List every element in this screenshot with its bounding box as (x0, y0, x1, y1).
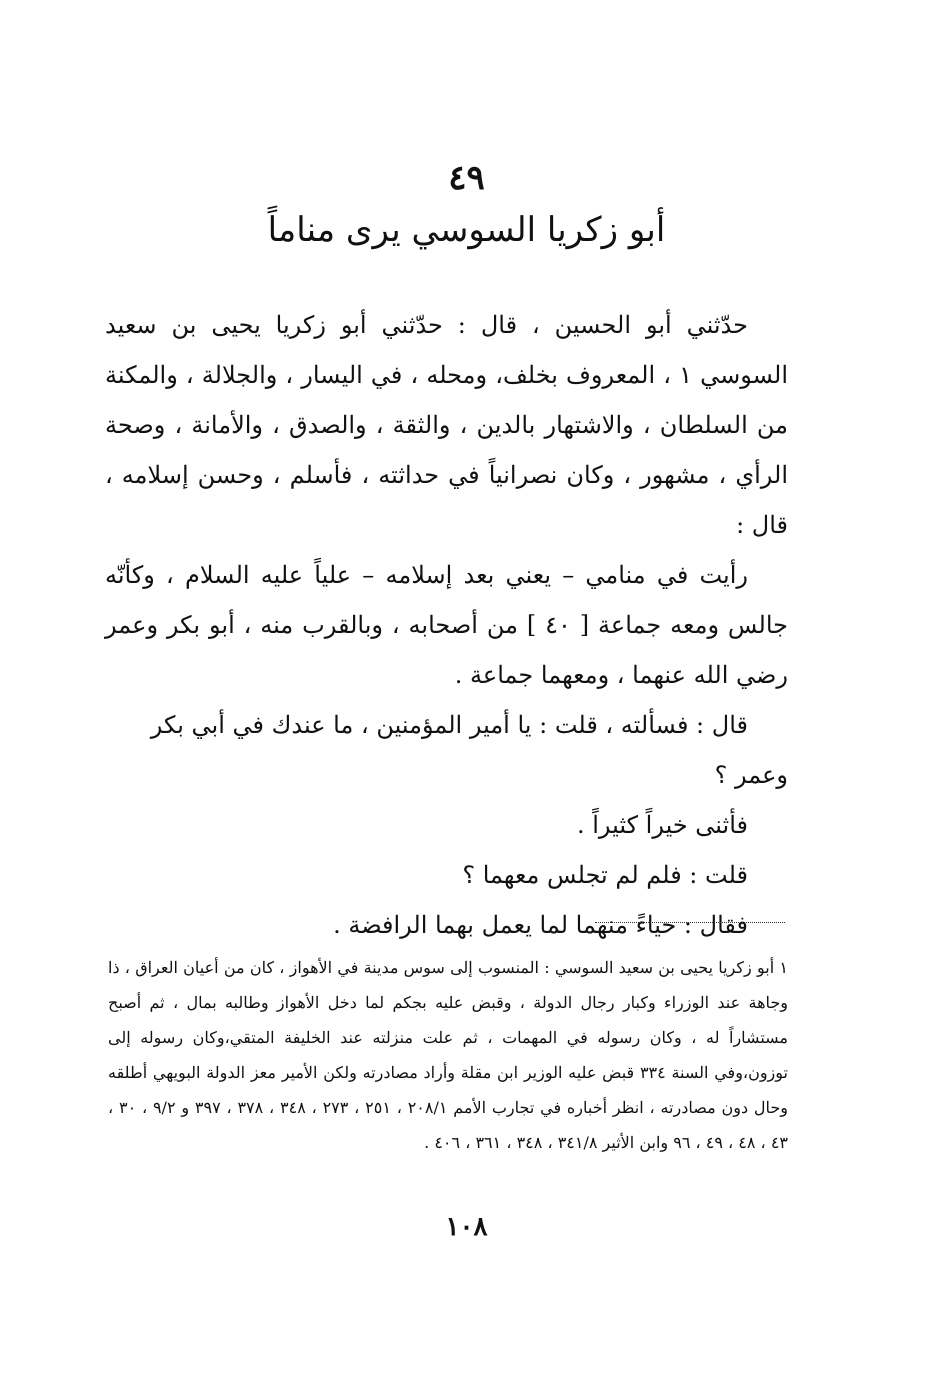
footnotes (108, 950, 788, 1160)
footnote-divider (595, 922, 785, 923)
chapter-title: أبو زكريا السوسي يرى مناماً (267, 210, 666, 250)
main-text (105, 300, 788, 950)
dialogue-line: فأثنى خيراً كثيراً . (576, 811, 748, 839)
footnote-1: ١ أبو زكريا يحيى بن سعيد السوسي : المنسوب إلى سوس مدينة في الأهواز ، كان من أعيان العراق ، ذا وجاهة عند الوزراء وكبار رجال الدولة ، وقبض عليه بجكم لما دخل الأهواز وطالبه بمال ، ثم أصبح مستشاراً له ، وكان رسوله في المهمات ، ثم علت منزلته عند الخليفة المتقي،وكان رسوله إلى توزون،وفي السنة ٣٣٤ قبض عليه الوزير ابن مقلة وأراد مصادرته ولكن الأمير معز الدولة البويهي أطلقه وحال دون مصادرته ، انظر أخباره في تجارب الأمم ٢٠٨/١ ، ٢٥١ ، ٢٧٣ ، ٣٤٨ ، ٣٧٨ ، ٣٩٧ و ٩/٢ ، ٣٠ ، ٤٣ ، ٤٨ ، ٤٩ ، ٩٦ وابن الأثير ٣٤١/٨ ، ٣٤٨ ، ٣٦١ ، ٤٠٦ . (108, 958, 789, 1152)
dialogue-line: فقال : حياءً منهما لما يعمل بهما الرافضة . (333, 911, 748, 939)
page-number: ١٠٨ (445, 1212, 488, 1242)
chapter-number: ٤٩ (448, 158, 485, 198)
dialogue-line: قلت : فلم لم تجلس معهما ؟ (462, 861, 748, 889)
paragraph-dream: رأيت في منامي – يعني بعد إسلامه – علياً عليه السلام ، وكأنّه جالس ومعه جماعة [ ٤٠ ] من أصحابه ، وبالقرب منه ، أبو بكر وعمر رضي الله عنهما ، ومعهما جماعة . (105, 561, 788, 689)
dialogue-line: قال : فسألته ، قلت : يا أمير المؤمنين ، ما عندك في أبي بكر وعمر ؟ (150, 711, 788, 789)
paragraph-intro: حدّثني أبو الحسين ، قال : حدّثني أبو زكريا يحيى بن سعيد السوسي ١ ، المعروف بخلف، ومحله ، في اليسار ، والجلالة ، والمكنة من السلطان ، والاشتهار بالدين ، والثقة ، والصدق ، والأمانة ، وصحة الرأي ، مشهور ، وكان نصرانياً في حداثته ، فأسلم ، وحسن إسلامه ، قال : (105, 311, 789, 539)
